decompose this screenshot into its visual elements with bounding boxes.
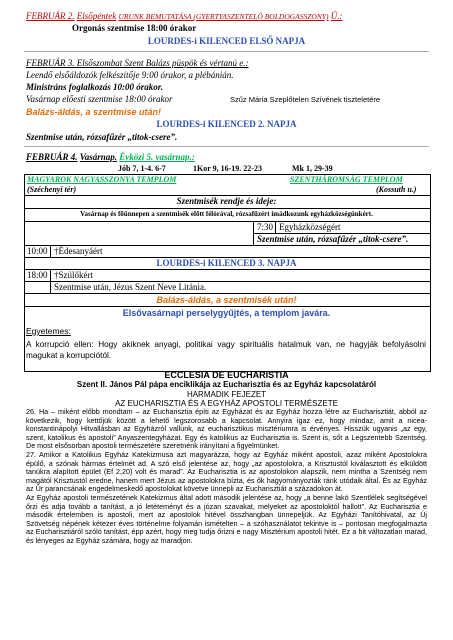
col-divider (275, 221, 276, 233)
novena-3: LOURDES-i KILENCED 3. NAPJA (156, 258, 297, 268)
feb2-header (26, 12, 343, 21)
rosary-after: Szentmise után, rózsafűzér „titok-csere”. (257, 234, 409, 244)
schedule-notice: Vasárnap és főünnepen a szentmisék előtt félórával, rózsafűzért imádkozunk egyházközségünkért. (80, 210, 373, 218)
intention-mother: †Édesanyáért (54, 246, 103, 256)
feb3-blessing: Balázs-áldás, a szentmise után! (26, 107, 162, 117)
feb3-intention: Szűz Mária Szeplőtelen Szívének tiszteletére (230, 95, 381, 104)
blessing-note: Balázs-áldás, a szentmisék után! (156, 295, 297, 305)
collection-note: Elsővasárnapi perselygyűjtés, a templom javára. (122, 308, 331, 318)
time-1800: 18:00 (27, 270, 48, 280)
paragraph-27: 27. Amikor a Katolikus Egyház Katekizmusa azt magyarázza, hogy az Egyház miként apostoli, azaz miként Apostolokra épülő, a szónak hármas értelmét ad. A szó első jelentése az, hogy „az apostolokra, a Krisztustól kiválasztott és elküldött tanúkra alapított épület (Ef 2,20) volt és marad”. Az Eucharisztia is az apostolokon alapszik, nem mintha a Szentség nem magától Krisztustól eredne, hanem mert Jézus az apostolokra bízta, és ők hagyományozták ránk utódaik által. És az Egyház az Úr parancsának engedelmeskedő apostolokat követve ünnepli az Eucharisztiát a századokon át. (26, 449, 427, 494)
row-divider (24, 208, 431, 209)
street-right: (Kossuth u.) (376, 185, 417, 194)
feb3-date: FEBRUÁR 3. (26, 58, 75, 68)
time-730: 7:30 (257, 222, 274, 232)
church-right: SZENTHÁROMSÁG TEMPLOM (290, 175, 403, 184)
chapter-number: HARMADIK FEJEZET (186, 390, 267, 399)
paragraph-26: 26. Ha – miként előbb mondtam – az Eucharisztia építi az Egyházat és az Egyház hozza létre az Eucharisztiát, abból az következik, hogy kettőjük között a lehető legszorosabb a kapcsolat. Annyira igaz ez, hogy mindaz, amit a nicea-konstantinápolyi Hitvallásban az Egyházról vallunk, az eucharisztikus misztériumra is érvényes. Hisszük ugyanis „az egy, szent, katolikus és apostoli” Anyaszentegyházat. Egy és katolikus az Eucharisztia is. Szent is, sőt a Legszentebb Szentség. De most elsősorban apostoli természetére szeretnénk irányítani a figyelmünket. (26, 407, 427, 451)
feb2-date: FEBRUÁR 2. (26, 11, 75, 21)
row-divider (24, 306, 431, 307)
church-left: MAGYAROK NAGYASSZONYA TEMPLOM (27, 175, 177, 184)
divider (24, 51, 429, 52)
feb3-line1: Leendő elsőáldozók felkészítője 9:00 órakor, a plébánián. (26, 70, 234, 80)
encyclical-subtitle: Szent II. János Pál pápa enciklikája az Eucharisztia és az Egyház kapcsolatáról (76, 380, 377, 389)
reading-3: Mk 1, 29-39 (292, 164, 333, 173)
feb2-event: Elsőpéntek (76, 11, 117, 21)
misc-text: A korrupció ellen: Hogy akiknek anyagi, politikai vagy spirituális hatalmuk van, ne hagyják befolyásolni magukat a korrupciótól. (26, 340, 426, 360)
feb3-line2: Ministráns foglalkozás 10:00 órakor. (26, 82, 164, 92)
intention-parish: Egyházközségért (279, 222, 341, 232)
feb2-mass: Orgonás szentmise 18:00 órakor (72, 23, 197, 33)
feb4-title: Évközi 5. vasárnap.: (119, 152, 195, 162)
intention-parents: †Szülőkért (54, 270, 93, 280)
feb2-suffix: Ü.: (330, 11, 343, 21)
feb4-day: Vasárnap. (79, 152, 118, 162)
feb3-header (26, 59, 248, 68)
schedule-heading: Szentmisék rendje és ideje: (176, 196, 277, 206)
encyclical-title: ECCLESIA DE EUCHARISTIA (164, 370, 289, 380)
reading-2: 1Kor 9, 16-19. 22-23 (193, 164, 262, 173)
misc-heading: Egyetemes: (26, 326, 71, 336)
row-divider (24, 293, 431, 294)
col-divider (50, 281, 51, 293)
feb3-evening-mass: Vasárnap előesti szentmise 18:00 órakor (26, 94, 173, 104)
reading-1: Jób 7, 1-4. 6-7 (118, 164, 166, 173)
litany-note: Szentmise után, Jézus Szent Neve Litánia. (54, 282, 207, 292)
col-divider (50, 269, 51, 281)
paragraph-27b: Az Egyház apostoli természetének Katekizmus által adott második jelentése az, hogy „a benne lakó Szentlélek segítségével őrzi és adja tovább a tanítást, a jó letéteményt és a józan szavakat, melyeket az apostoloktól hallott”. Az Eucharisztia e második értelemben is apostoli, mert az apostolok hitével összhangban ünnepeljük. Az Egyházi Tanítóhivatal, az Új Szövetség népének kétezer éves történelme folyamán ismételten – a szóhasználatot tekintve is – pontosan megfogalmazta az Eucharisztiáról szóló tanítást, épp azért, hogy meg tudja őrizni e nagy Misztérium apostoli hitét. Ez a hit változatlan marad, és lényeges az Egyház számára, hogy az maradjon. (26, 492, 427, 545)
row-divider (24, 221, 431, 222)
divider (24, 146, 429, 147)
chapter-title: AZ EUCHARISZTIA ÉS A EGYHÁZ APOSTOLI TERMÉSZETE (115, 399, 338, 408)
encyclical-text (26, 408, 427, 546)
feb4-date: FEBRUÁR 4. (26, 152, 78, 162)
feb3-title: Elsőszombat Szent Balázs püspök és vértanú e.: (76, 58, 249, 68)
feb2-title: URUNK BEMUTATÁSA (GYERTYASZENTELŐ BOLDOGASSZONY) (118, 12, 329, 21)
feb3-rosary: Szentmise után, rózsafűzér „titok-csere”. (26, 132, 178, 142)
col-divider (50, 245, 51, 257)
feb4-header (26, 153, 195, 162)
feb2-novena: LOURDES-i KILENCED ELSŐ NAPJA (147, 36, 306, 46)
street-left: (Széchenyi tér) (27, 185, 77, 194)
time-1000: 10:00 (27, 246, 48, 256)
feb3-novena: LOURDES-i KILENCED 2. NAPJA (156, 119, 297, 129)
